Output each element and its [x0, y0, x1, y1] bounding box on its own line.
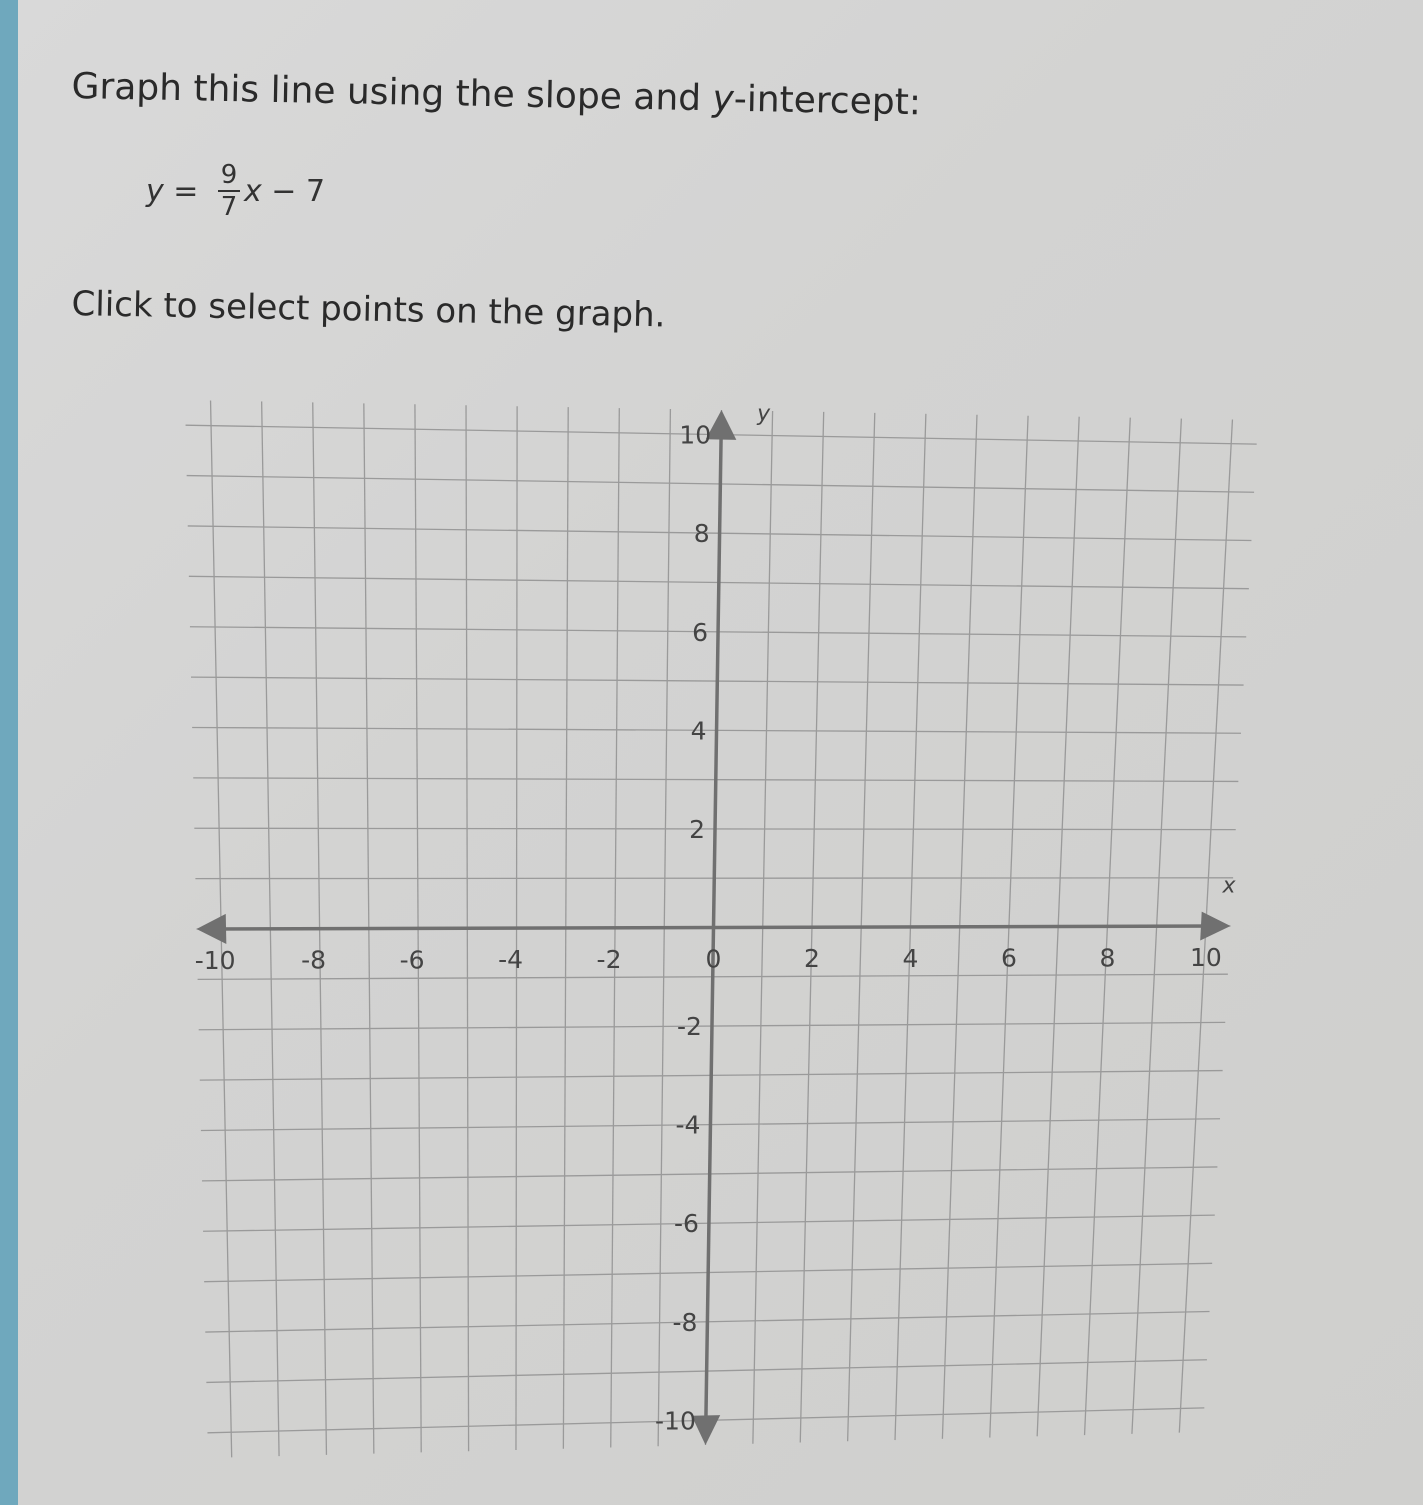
- prompt-text-before: Graph this line using the slope and: [71, 66, 713, 120]
- x-tick-label: 2: [804, 944, 820, 974]
- equation-x-variable: x: [243, 173, 262, 209]
- x-tick-label: 8: [1099, 943, 1116, 973]
- prompt-text-after: -intercept:: [733, 78, 922, 124]
- y-tick-label: 8: [693, 519, 710, 549]
- axes: [194, 410, 1231, 1445]
- equation-equals: =: [163, 173, 208, 209]
- x-tick-label: 4: [902, 943, 919, 973]
- x-tick-label: -2: [596, 944, 622, 974]
- x-tick-label: 6: [1000, 943, 1017, 973]
- y-tick-label: -2: [677, 1012, 702, 1042]
- x-axis-name: x: [1222, 873, 1236, 899]
- prompt-variable: y: [712, 78, 735, 120]
- y-tick-label: 4: [690, 716, 707, 746]
- y-tick-label: -6: [673, 1209, 699, 1239]
- x-tick-label: 0: [705, 944, 722, 974]
- x-tick-label: -8: [301, 945, 327, 975]
- x-tick-label: -6: [399, 945, 425, 975]
- x-axis-right-arrow-icon: [1200, 912, 1230, 941]
- x-tick-label: -4: [498, 945, 524, 975]
- slope-numerator: 9: [220, 160, 238, 190]
- y-axis-down-arrow-icon: [692, 1415, 720, 1445]
- y-tick-label: 2: [689, 814, 706, 844]
- equation-intercept: − 7: [261, 173, 326, 209]
- y-tick-label: -4: [675, 1110, 701, 1140]
- y-axis-name: y: [757, 401, 771, 427]
- x-tick-label: 10: [1189, 943, 1222, 973]
- y-tick-label: 10: [679, 420, 712, 450]
- y-tick-label: -10: [655, 1406, 696, 1436]
- instruction-text: Click to select points on the graph.: [71, 284, 666, 336]
- equation-lhs: y: [146, 173, 164, 209]
- x-axis-left-arrow-icon: [197, 914, 227, 944]
- y-tick-label: -8: [672, 1307, 698, 1337]
- y-tick-label: 6: [692, 617, 709, 647]
- slope-denominator: 7: [220, 192, 238, 222]
- x-tick-label: -10: [194, 945, 236, 975]
